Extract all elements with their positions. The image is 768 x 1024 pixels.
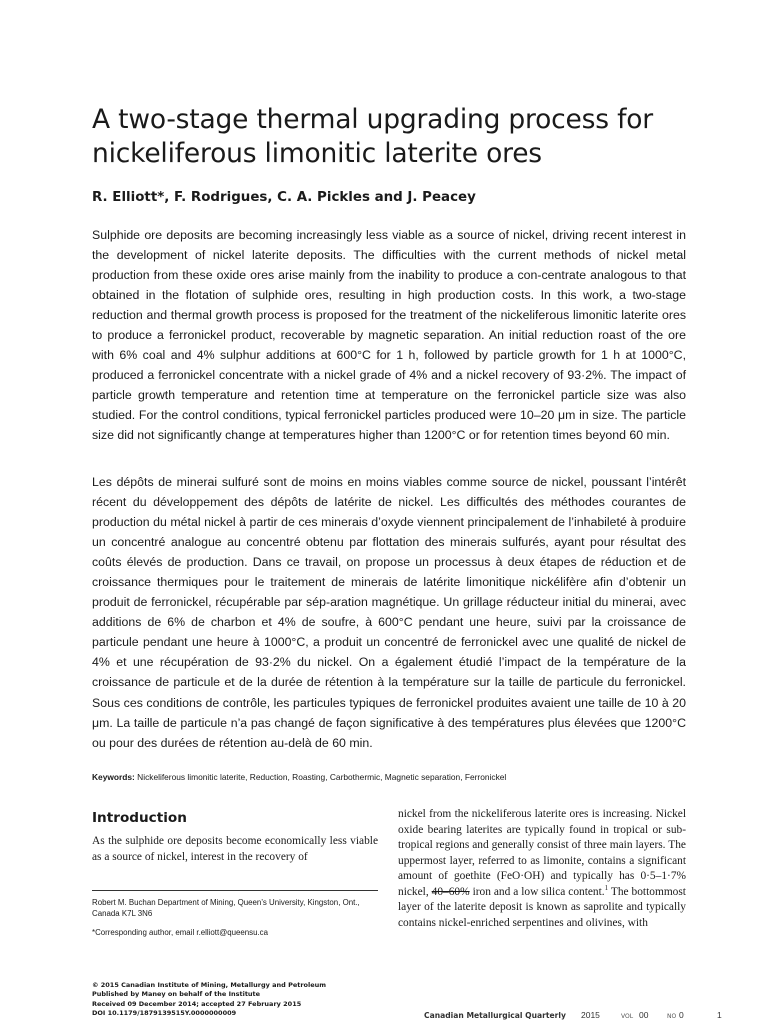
left-column [92,810,378,865]
footer-page-number: 1 [717,1010,722,1020]
footer-year: 2015 [581,1010,600,1020]
intro-struck-value: 40–60% [431,885,470,898]
intro-text-part-2: iron and a low silica content. [472,885,605,898]
corresponding-author: *Corresponding author, email r.elliott@queensu.ca [92,928,269,937]
footer-journal-name: Canadian Metallurgical Quarterly [424,1011,566,1020]
footer-volume-label: VOL [621,1013,634,1020]
author-affiliation: Robert M. Buchan Department of Mining, Queen’s University, Kingston, Ont., Canada K7L 3N6 [92,898,360,918]
keywords-list: Nickeliferous limonitic laterite, Reduction, Roasting, Carbothermic, Magnetic separation, Ferronickel [137,772,507,782]
footer-volume: 00 [639,1010,649,1020]
section-heading-introduction: Introduction [92,810,187,826]
keywords-line [92,771,692,783]
introduction-paragraph-start: As the sulphide ore deposits become economically less viable as a source of nickel, interest in the recovery of [92,835,378,863]
abstract-english: Sulphide ore deposits are becoming increasingly less viable as a source of nickel, driving recent interest in the development of nickel laterite deposits. The difficulties with the current methods of nickel metal production from these oxide ores arise mainly from the inability to produce a con-centrate analogous to that obtained in the flotation of sulphide ores, resulting in high production costs. In this work, a two-stage reduction and thermal growth process is proposed for the treatment of the nickeliferous limonitic laterite ores to produce a ferronickel product, recoverable by magnetic separation. An initial reduction roast of the ore with 6% coal and 4% sulphur additions at 600°C for 1 h, followed by particle growth for 1 h at 1000°C, produced a ferronickel concentrate with a nickel grade of 4% and a nickel recovery of 93·2%. The impact of particle growth temperature and retention time at temperature on the ferronickel particle size was also studied. For the control conditions, typical ferronickel particles produced were 10–20 μm in size. The particle size did not significantly change at temperatures higher than 1200°C or for retention times beyond 60 min. [92,228,686,443]
footnote-divider [92,890,378,891]
reference-superscript[interactable]: 1 [604,883,609,892]
abstract-french: Les dépôts de minerai sulfuré sont de moins en moins viables comme source de nickel, poussant l’intérêt récent du développement des dépôts de latérite de nickel. Les difficultés des méthodes courantes de production du métal nickel à partir de ces minerais d’oxyde viennent principalement de l’inhabileté à produire un concentré analogue au concentré obtenu par flottation des minerais sulfurés, ayant pour résultat des coûts élevés de production. Dans ce travail, on propose un processus à deux étapes de réduction et de croissance thermiques pour le traitement de minerais de latérite limonitique nickélifère afin d’obtenir un produit de ferronickel, récupérable par sép-aration magnétique. Un grillage réducteur initial du minerai, avec additions de 6% de charbon et 4% de soufre, à 600°C pendant une heure, suivi par la croissance de particule pendant une heure à 1000°C, a produit un concentré de ferronickel avec une qualité de nickel de 4% et une récupération de 93·2% du nickel. On a également étudié l’impact de la température de la croissance de particule et de la durée de rétention à la température sur la taille de particule du ferronickel. Sous ces conditions de contrôle, les particules typiques de ferronickel produites avaient une taille de 10 à 20 μm. La taille de particule n’a pas changé de façon significative à des températures plus élevées que 1200°C ou pour des durées de rétention au-delà de 60 min. [92,475,686,750]
publisher-line: Published by Maney on behalf of the Institute [92,990,261,999]
article-title: A two-stage thermal upgrading process for nickeliferous limonitic laterite ores [92,104,653,169]
doi-line[interactable]: DOI 10.1179/1879139515Y.0000000009 [92,1008,237,1017]
right-column [398,807,686,931]
copyright-line: © 2015 Canadian Institute of Mining, Metallurgy and Petroleum [92,981,327,989]
keywords-label: Keywords: [92,772,135,782]
publication-info [92,981,412,1018]
footer-issue-label: NO [667,1013,677,1020]
intro-text-part-3: The bottommost layer of the laterite deposit is known as saprolite and typically contains nickel-enriched serpentines and olivines, with [398,885,686,929]
footer-issue: 0 [679,1010,684,1020]
author-list: R. Elliott*, F. Rodrigues, C. A. Pickles and J. Peacey [92,190,476,205]
intro-text-part-1: nickel from the nickeliferous laterite ores is increasing. Nickel oxide bearing laterites are typically found in tropical or sub-tropical regions and generally consist of three main layers. The uppermost layer, referred to as limonite, contains a significant amount of goethite (FeO·OH) and typically has 0·5–1·7% nickel, [398,808,686,898]
received-line: Received 09 December 2014; accepted 27 February 2015 [92,999,302,1008]
introduction-paragraph-continued [398,807,686,931]
